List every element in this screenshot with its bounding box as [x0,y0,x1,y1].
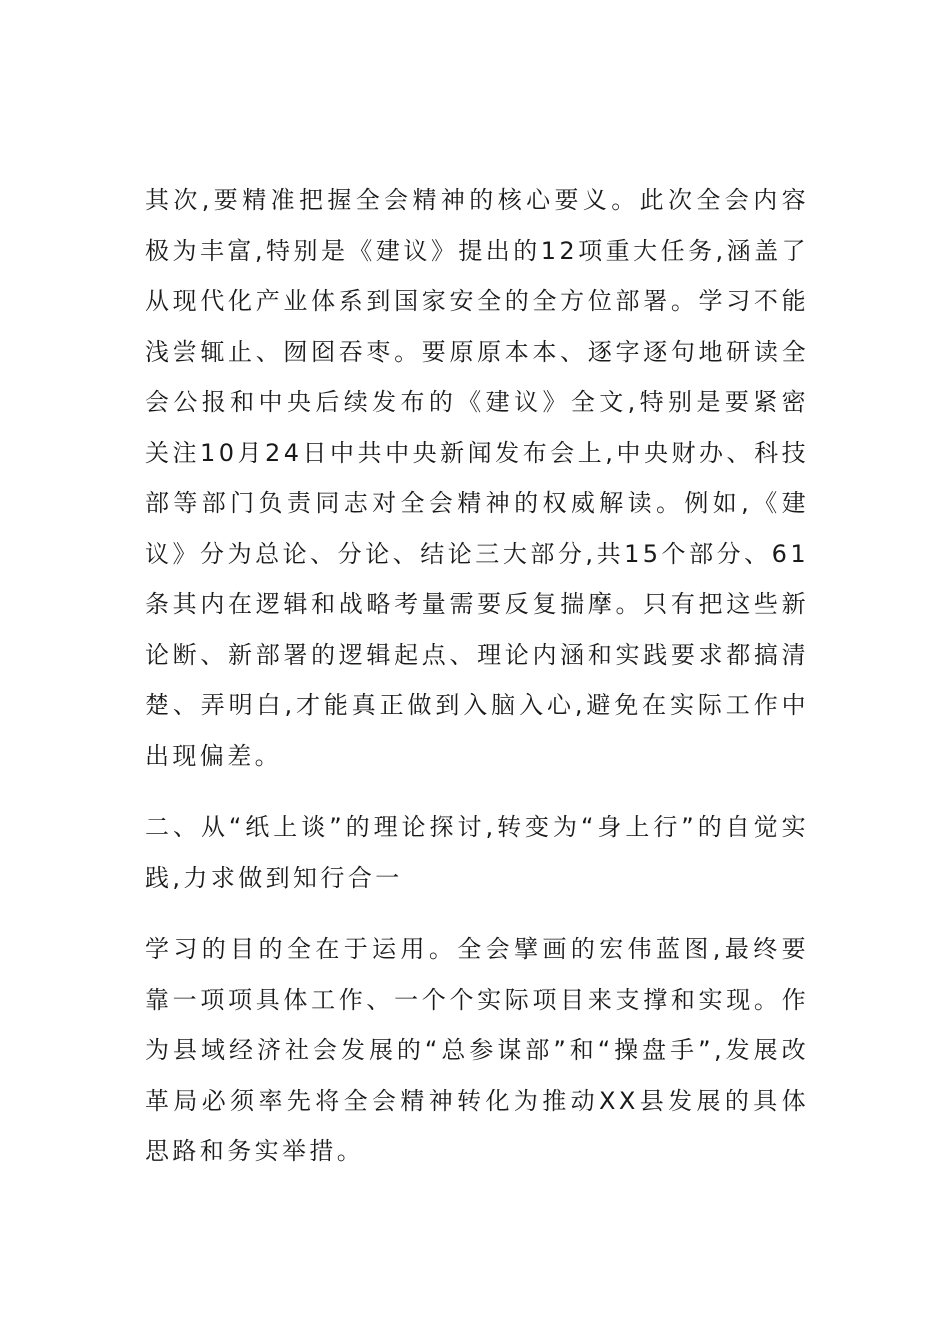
section-heading: 二、从“纸上谈”的理论探讨,转变为“身上行”的自觉实践,力求做到知行合一 [145,813,809,892]
body-paragraph: 其次,要精准把握全会精神的核心要义。此次全会内容极为丰富,特别是《建议》提出的12项重大任务,涵盖了从现代化产业体系到国家安全的全方位部署。学习不能浅尝辄止、囫囵吞枣。要原原本本、逐字逐句地研读全会公报和中央后续发布的《建议》全文,特别是要紧密关注10月24日中共中央新闻发布会上,中央财办、科技部等部门负责同志对全会精神的权威解读。例如,《建议》分为总论、分论、结论三大部分,共15个部分、61条其内在逻辑和战略考量需要反复揣摩。只有把这些新论断、新部署的逻辑起点、理论内涵和实践要求都搞清楚、弄明白,才能真正做到入脑入心,避免在实际工作中出现偏差。 [145,186,809,770]
body-paragraph: 学习的目的全在于运用。全会擘画的宏伟蓝图,最终要靠一项项具体工作、一个个实际项目来支撑和实现。作为县域经济社会发展的“总参谋部”和“操盘手”,发展改革局必须率先将全会精神转化为推动XX县发展的具体思路和务实举措。 [145,935,809,1165]
